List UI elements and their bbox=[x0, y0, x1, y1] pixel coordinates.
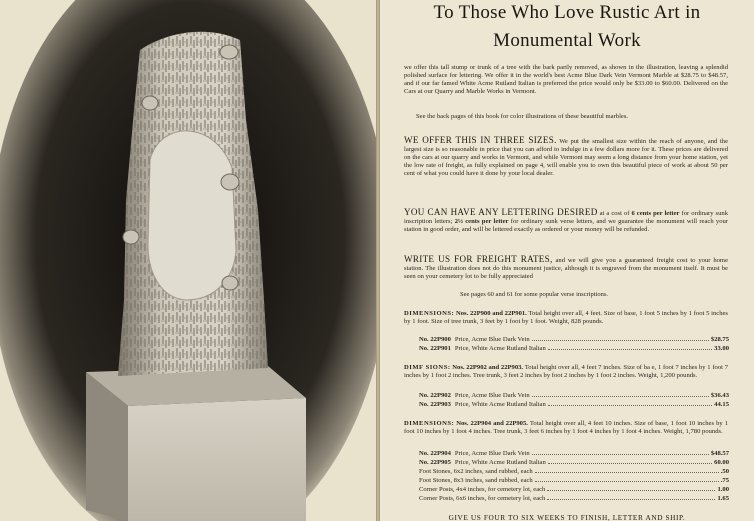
price-description: Price, White Acme Rutland Italian bbox=[454, 401, 546, 408]
polished-panel bbox=[148, 131, 236, 300]
price-description: Corner Posts, 6x6 inches, for cemetery lot, each bbox=[419, 495, 546, 502]
dimensions-numbers: Nos. 22P904 and 22P905. bbox=[456, 420, 528, 427]
dimensions-label: DIMENSIONS: bbox=[404, 310, 455, 317]
price-row bbox=[419, 486, 729, 494]
model-number: No. 22P904 bbox=[419, 450, 451, 457]
freight-paragraph bbox=[404, 255, 728, 281]
branch-stub bbox=[221, 174, 239, 190]
branch-stub bbox=[220, 45, 238, 59]
price-description: Price, Acme Blue Dark Vein bbox=[454, 450, 530, 457]
lettering-text-a: at a cost of bbox=[599, 210, 630, 217]
price-amount: $36.43 bbox=[710, 392, 729, 399]
base-front-face bbox=[128, 398, 306, 521]
price-amount: 33.00 bbox=[714, 345, 729, 352]
lettering-text-c: for ordinary sunk verse letters, and we guarantee the monument will reach your station in good order, and will be lettered exactly as ordered or your money will be refunded. bbox=[404, 218, 728, 234]
price-row bbox=[419, 459, 729, 467]
model-number: No. 22P900 bbox=[419, 336, 451, 343]
dimensions-label: DIMENSIONS: bbox=[404, 420, 455, 427]
sizes-paragraph bbox=[404, 136, 728, 178]
price-amount: 44.15 bbox=[714, 401, 729, 408]
branch-stub bbox=[222, 276, 238, 290]
price-row bbox=[419, 336, 729, 344]
price-row bbox=[419, 392, 729, 400]
price-amount: 1.00 bbox=[717, 486, 729, 493]
model-number: No. 22P902 bbox=[419, 392, 451, 399]
footer-note: GIVE US FOUR TO SIX WEEKS TO FINISH, LETTER AND SHIP. bbox=[448, 513, 686, 521]
price-row bbox=[419, 468, 729, 476]
price-amount: $28.75 bbox=[710, 336, 729, 343]
price-amount: $48.57 bbox=[710, 450, 729, 457]
dimensions-text: Total height over all, 4 feet. Size of base, 1 foot 5 inches by 1 foot 5 inches by 1 foot. Size of tree trunk, 3 feet by 1 foot by 1 foot. Weight, 828 pounds. bbox=[404, 310, 728, 326]
price-row bbox=[419, 450, 729, 458]
price-amount: .75 bbox=[720, 477, 729, 484]
price-row bbox=[419, 401, 729, 409]
model-number: No. 22P905 bbox=[419, 459, 451, 466]
price-row bbox=[419, 345, 729, 353]
price-description: Price, Acme Blue Dark Vein bbox=[454, 392, 530, 399]
lettering-paragraph bbox=[404, 208, 728, 234]
price-row bbox=[419, 477, 729, 485]
branch-stub bbox=[142, 96, 158, 110]
dimensions-label: DIMF SIONS: bbox=[404, 364, 451, 371]
sizes-lead: WE OFFER THIS IN THREE SIZES. bbox=[404, 135, 557, 145]
price-row bbox=[419, 495, 729, 503]
branch-stub bbox=[123, 230, 139, 244]
dimensions-text: Total height over all, 4 feet 10 inches. Size of base, 1 foot 10 inches by 1 foot 10 inches by 1 foot 4 inches. Tree trunk, 3 feet 6 inches by 1 foot 4 inches by 1 foot 4 inches. Weight, 1,780 pounds. bbox=[404, 420, 729, 436]
price-description: Price, Acme Blue Dark Vein bbox=[454, 336, 530, 343]
dimensions-block-2 bbox=[404, 364, 728, 380]
price-description: Price, White Acme Rutland Italian bbox=[454, 459, 546, 466]
sizes-text: We put the smallest size within the reach of anyone, and the largest size is so reasonable in price that you can afford to indulge in a few dollars more for it. These prices are delivered on the cars at our quarry and works in Vermont, and while Vermont may seem a long distance from your home station, yet the low rate of freight, as fully explained on page 4, will enable you to own this beautiful piece of work at about 50 per cent of what you could have it done by your local dealer. bbox=[404, 138, 728, 178]
dimensions-numbers: Nos. 22P902 and 22P903. bbox=[452, 364, 524, 371]
dimensions-block-3 bbox=[404, 420, 728, 436]
freight-text: and we will give you a guaranteed freight cost to your home station. The illustration does not do this monument justice, although it is engraved from the monument itself. It must be seen on your cemetery lot to be fully appreciated bbox=[404, 257, 728, 281]
lettering-lead: YOU CAN HAVE ANY LETTERING DESIRED bbox=[404, 207, 598, 217]
price-amount: 60.00 bbox=[714, 459, 729, 466]
color-note: See the back pages of this book for color illustrations of these beautiful marbles. bbox=[416, 113, 629, 120]
price-amount: .50 bbox=[720, 468, 729, 475]
price-description: Price, White Acme Rutland Italian bbox=[454, 345, 546, 352]
page-heading-line-2: Monumental Work bbox=[493, 30, 641, 51]
lettering-price-b: 2½ cents per letter bbox=[454, 218, 509, 226]
freight-lead: WRITE US FOR FREIGHT RATES, bbox=[404, 254, 553, 264]
dimensions-block-1 bbox=[404, 310, 728, 326]
model-number: No. 22P901 bbox=[419, 345, 451, 352]
verse-pages-note: See pages 60 and 61 for some popular verse inscriptions. bbox=[460, 291, 609, 298]
price-amount: 1.65 bbox=[717, 495, 729, 502]
price-description: Foot Stones, 8x3 inches, sand rubbed, each bbox=[419, 477, 533, 484]
right-page bbox=[380, 0, 754, 521]
page-heading-line-1: To Those Who Love Rustic Art in bbox=[433, 2, 701, 23]
dimensions-text: Total height over all, 4 feet 7 inches. Size of ba e, 1 foot 7 inches by 1 foot 7 inches by 1 foot 2 inches. Tree trunk, 3 feet 2 inches by foot 2 inches by 1 foot 2 inches. Weight, 1,200 pounds. bbox=[404, 364, 728, 380]
model-number: No. 22P903 bbox=[419, 401, 451, 408]
price-description: Foot Stones, 6x2 inches, sand rubbed, each bbox=[419, 468, 533, 475]
dimensions-numbers: Nos. 22P900 and 22P901. bbox=[455, 310, 527, 317]
lettering-text-b: for ordinary sunk inscription letters; bbox=[404, 210, 728, 226]
price-description: Corner Posts, 4x4 inches, for cemetery lot, each bbox=[419, 486, 546, 493]
lettering-price-a: 6 cents per letter bbox=[631, 210, 680, 217]
intro-paragraph: we offer this tall stump or trunk of a tree with the bark partly removed, as shown in the illustration, leaving a splendid polished surface for lettering. We offer it in the world's best Acme Blue Dark Vein Vermont Marble at $28.75 to $48.57, and if our far famed White Acme Rutland Italian is preferred the price would only be $33.00 to $60.00. Delivered on the Cars at our Quarry and Marble Works in Vermont. bbox=[404, 64, 728, 96]
